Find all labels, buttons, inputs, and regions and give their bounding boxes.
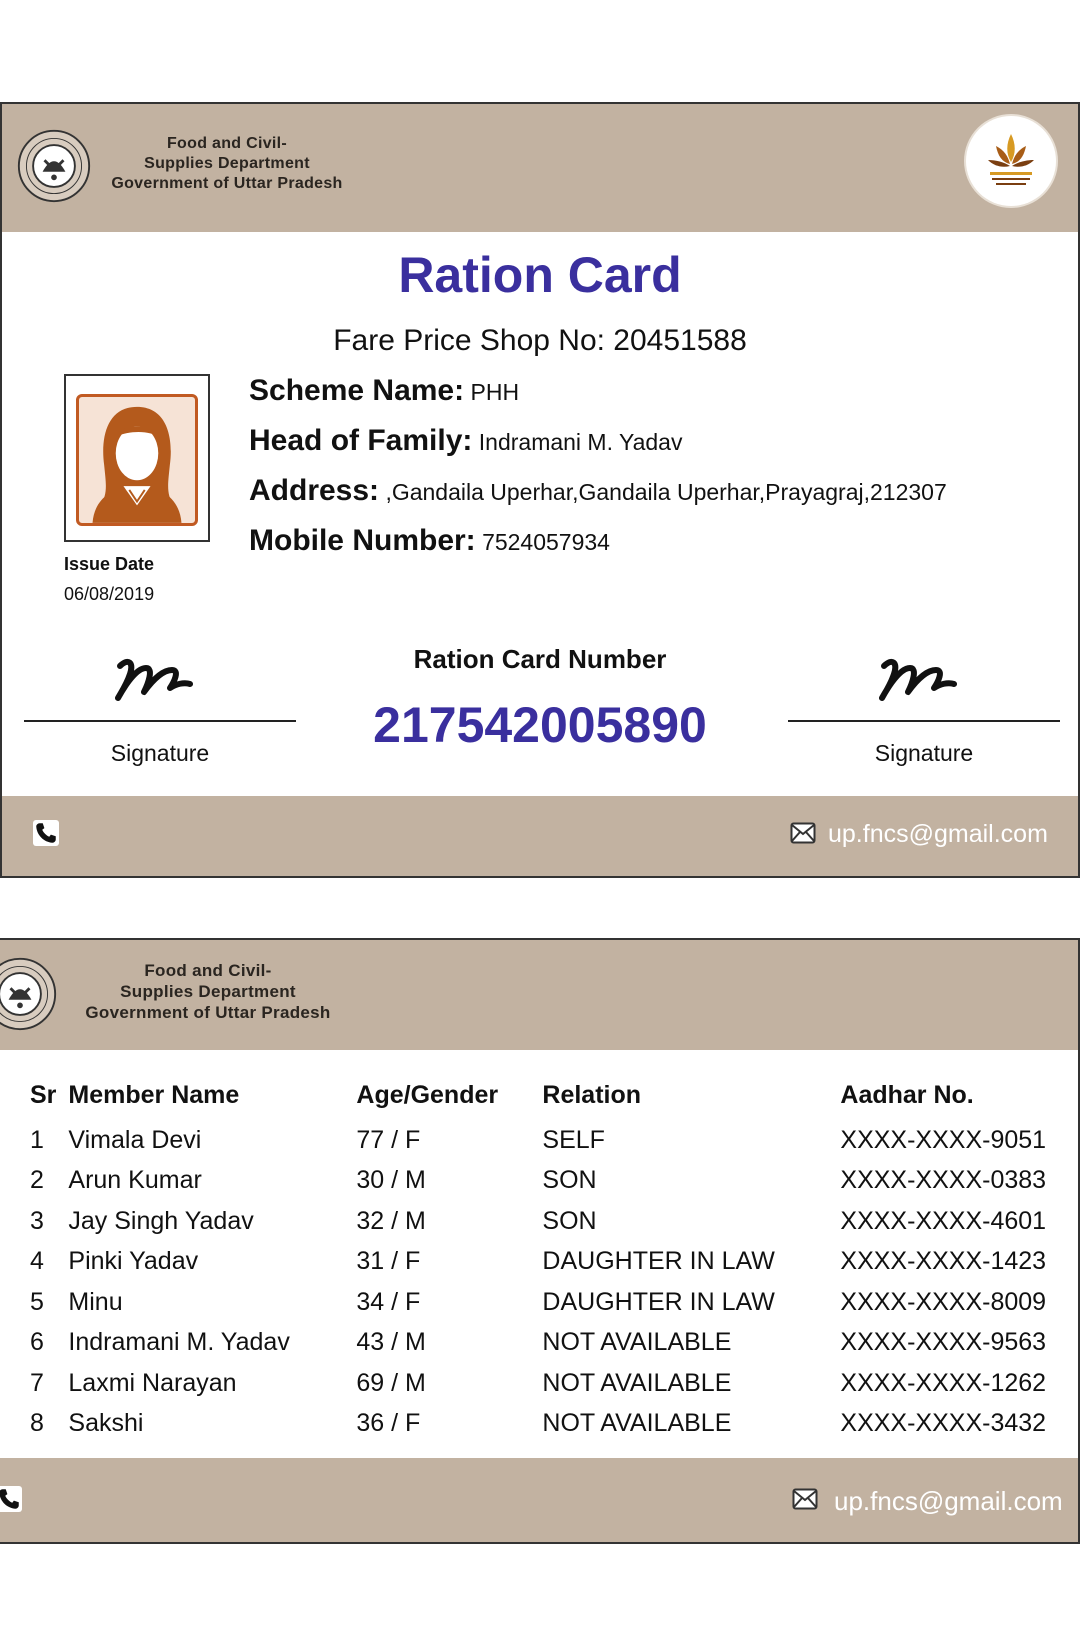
mobile-number-label: Mobile Number: <box>249 524 476 557</box>
cell-name: Pinki Yadav <box>68 1247 199 1276</box>
table-row <box>24 1161 1064 1202</box>
table-row <box>24 1282 1064 1323</box>
head-of-family-row <box>249 424 682 458</box>
signature-scribble-icon <box>788 644 1060 708</box>
cell-relation: SELF <box>542 1125 605 1154</box>
mobile-number-row <box>249 524 610 558</box>
footer-email[interactable]: up.fncs@gmail.com <box>828 820 1048 848</box>
cell-age: 30 / M <box>356 1166 426 1195</box>
cell-sr: 6 <box>30 1328 44 1357</box>
cell-aadhar: XXXX-XXXX-1423 <box>840 1247 1047 1276</box>
cell-relation: SON <box>542 1166 597 1195</box>
cell-name: Arun Kumar <box>68 1166 202 1195</box>
cell-sr: 7 <box>30 1368 44 1397</box>
address-label: Address: <box>249 474 380 507</box>
head-of-family-value: Indramani M. Yadav <box>478 429 683 455</box>
address-row <box>249 474 947 508</box>
cell-age: 77 / F <box>356 1125 421 1154</box>
cell-sr: 3 <box>30 1206 44 1235</box>
issue-date-value: 06/08/2019 <box>64 584 155 604</box>
issue-date-label: Issue Date <box>64 554 155 574</box>
cell-sr: 8 <box>30 1409 44 1438</box>
signature-caption: Signature <box>874 740 974 766</box>
state-emblem-icon <box>0 956 58 1032</box>
department-name: Food and Civil- Supplies Department Government of Uttar Pradesh <box>85 961 331 1022</box>
card-header <box>0 940 1078 1050</box>
cell-sr: 1 <box>30 1125 44 1154</box>
fair-price-shop-number: Fare Price Shop No: 20451588 <box>333 324 747 357</box>
cell-age: 31 / F <box>356 1247 421 1276</box>
head-of-family-label: Head of Family: <box>249 424 473 457</box>
signature-line <box>788 720 1060 722</box>
cell-age: 69 / M <box>356 1368 426 1397</box>
column-header-sr: Sr <box>30 1080 57 1109</box>
cell-age: 36 / F <box>356 1409 421 1438</box>
card-footer <box>2 796 1078 878</box>
department-name: Food and Civil- Supplies Department Government of Uttar Pradesh <box>111 135 343 192</box>
scheme-name-row <box>249 374 519 408</box>
scheme-name-value: PHH <box>470 379 520 405</box>
cell-sr: 2 <box>30 1166 44 1195</box>
ration-card-front <box>0 102 1080 878</box>
phone-icon <box>33 820 59 846</box>
mail-icon <box>792 1488 818 1510</box>
cell-name: Laxmi Narayan <box>68 1368 237 1397</box>
table-row <box>24 1120 1064 1161</box>
ration-card-number-label: Ration Card Number <box>413 644 667 674</box>
column-header-relation: Relation <box>542 1080 642 1109</box>
cell-age: 34 / F <box>356 1287 421 1316</box>
cell-aadhar: XXXX-XXXX-3432 <box>840 1409 1047 1438</box>
scheme-name-label: Scheme Name: <box>249 374 465 407</box>
table-row <box>24 1363 1064 1404</box>
cell-relation: SON <box>542 1206 597 1235</box>
signature-right <box>788 644 1060 767</box>
cell-sr: 4 <box>30 1247 44 1276</box>
cell-relation: NOT AVAILABLE <box>542 1409 732 1438</box>
cell-aadhar: XXXX-XXXX-9563 <box>840 1328 1047 1357</box>
card-title: Ration Card <box>398 247 682 303</box>
pmgky-logo-icon <box>966 116 1056 206</box>
cell-relation: DAUGHTER IN LAW <box>542 1247 775 1276</box>
ration-card-number: 217542005890 <box>373 697 707 753</box>
cell-aadhar: XXXX-XXXX-1262 <box>840 1368 1047 1397</box>
state-emblem-icon <box>16 128 92 204</box>
cell-aadhar: XXXX-XXXX-4601 <box>840 1206 1047 1235</box>
phone-icon <box>0 1486 22 1512</box>
cell-relation: NOT AVAILABLE <box>542 1368 732 1397</box>
mail-icon <box>790 822 816 844</box>
column-header-aadhar: Aadhar No. <box>840 1080 974 1109</box>
cell-name: Indramani M. Yadav <box>68 1328 290 1357</box>
table-row <box>24 1201 1064 1242</box>
cell-aadhar: XXXX-XXXX-8009 <box>840 1287 1047 1316</box>
card-footer <box>0 1458 1078 1544</box>
column-header-name: Member Name <box>68 1080 240 1109</box>
table-row <box>24 1242 1064 1283</box>
table-header-row <box>24 1080 1064 1120</box>
cell-aadhar: XXXX-XXXX-0383 <box>840 1166 1047 1195</box>
cell-name: Jay Singh Yadav <box>68 1206 254 1235</box>
cell-name: Minu <box>68 1287 123 1316</box>
cell-aadhar: XXXX-XXXX-9051 <box>840 1125 1047 1154</box>
member-photo <box>64 374 210 542</box>
female-avatar-icon <box>76 394 198 526</box>
card-header <box>2 104 1078 232</box>
cell-age: 32 / M <box>356 1206 426 1235</box>
table-row <box>24 1323 1064 1364</box>
mobile-number-value: 7524057934 <box>482 529 610 555</box>
signature-caption: Signature <box>110 740 210 766</box>
cell-relation: DAUGHTER IN LAW <box>542 1287 775 1316</box>
cell-name: Sakshi <box>68 1409 144 1438</box>
address-value: ,Gandaila Uperhar,Gandaila Uperhar,Prayagraj,212307 <box>385 479 947 505</box>
cell-relation: NOT AVAILABLE <box>542 1328 732 1357</box>
cell-sr: 5 <box>30 1287 44 1316</box>
column-header-age: Age/Gender <box>356 1080 499 1109</box>
cell-name: Vimala Devi <box>68 1125 202 1154</box>
table-row <box>24 1404 1064 1445</box>
footer-email[interactable]: up.fncs@gmail.com <box>834 1486 1063 1516</box>
family-members-table <box>24 1080 1064 1444</box>
cell-age: 43 / M <box>356 1328 426 1357</box>
ration-card-back <box>0 938 1080 1544</box>
